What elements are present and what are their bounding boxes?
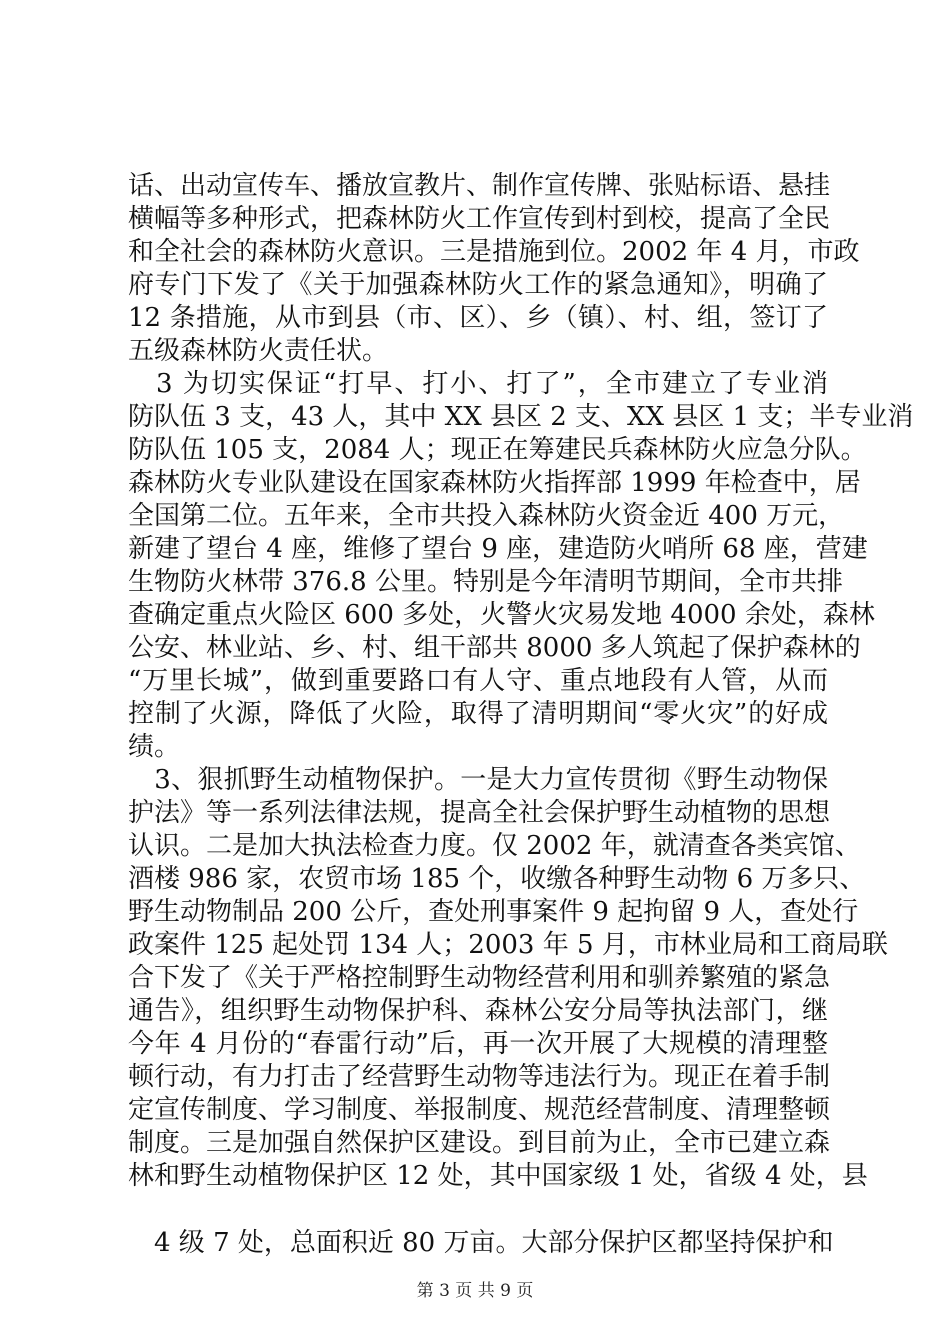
text-line: 林和野生动植物保护区 12 处，其中国家级 1 处，省级 4 处，县 xyxy=(128,1161,868,1191)
text-line: 顿行动，有力打击了经营野生动物等违法行为。现正在着手制 xyxy=(128,1062,831,1092)
text-line: 新建了望台 4 座，维修了望台 9 座，建造防火哨所 68 座，营建 xyxy=(128,534,868,564)
text-line: 防队伍 105 支，2084 人；现正在筹建民兵森林防火应急分队。 xyxy=(128,435,867,465)
text-line: 和全社会的森林防火意识。三是措施到位。2002 年 4 月，市政 xyxy=(128,237,860,267)
text-line: 4 级 7 处，总面积近 80 万亩。大部分保护区都坚持保护和 xyxy=(128,1228,834,1258)
text-line: 五级森林防火责任状。 xyxy=(128,336,389,366)
body-text xyxy=(128,170,914,1260)
text-line: 制度。三是加强自然保护区建设。到目前为止，全市已建立森 xyxy=(128,1128,831,1158)
text-line: 认识。二是加大执法检查力度。仅 2002 年，就清查各类宾馆、 xyxy=(128,831,861,861)
text-line: 生物防火林带 376.8 公里。特别是今年清明节期间，全市共排 xyxy=(128,567,843,597)
text-line: 酒楼 986 家，农贸市场 185 个，收缴各种野生动物 6 万多只、 xyxy=(128,864,866,894)
text-line: 3 为切实保证“打早、打小、打了”，全市建立了专业消 xyxy=(128,369,828,399)
text-line: 话、出动宣传车、播放宣教片、制作宣传牌、张贴标语、悬挂 xyxy=(128,171,831,201)
text-line: 查确定重点火险区 600 多处，火警火灾易发地 4000 余处，森林 xyxy=(128,600,875,630)
text-line: 横幅等多种形式，把森林防火工作宣传到村到校，提高了全民 xyxy=(128,204,831,234)
text-line: 防队伍 3 支，43 人，其中 XX 县区 2 支、XX 县区 1 支；半专业消 xyxy=(128,402,914,432)
text-line: 全国第二位。五年来，全市共投入森林防火资金近 400 万元， xyxy=(128,501,845,531)
text-line: 定宣传制度、学习制度、举报制度、规范经营制度、清理整顿 xyxy=(128,1095,831,1125)
page-footer: 第 3 页 共 9 页 xyxy=(416,1281,534,1301)
text-line: 森林防火专业队建设在国家森林防火指挥部 1999 年检查中，居 xyxy=(128,468,861,498)
text-line: 合下发了《关于严格控制野生动物经营利用和驯养繁殖的紧急 xyxy=(128,963,831,993)
text-line: 控制了火源，降低了火险，取得了清明期间“零火灾”的好成 xyxy=(128,699,828,729)
text-line: “万里长城”，做到重要路口有人守、重点地段有人管，从而 xyxy=(128,666,828,696)
text-line: 12 条措施，从市到县（市、区）、乡（镇）、村、组，签订了 xyxy=(128,303,828,333)
text-line: 绩。 xyxy=(128,732,181,762)
text-line: 公安、林业站、乡、村、组干部共 8000 多人筑起了保护森林的 xyxy=(128,633,861,663)
text-line: 3、狠抓野生动植物保护。一是大力宣传贯彻《野生动物保 xyxy=(128,765,828,795)
text-line: 护法》等一系列法律法规，提高全社会保护野生动植物的思想 xyxy=(128,798,831,828)
text-line: 府专门下发了《关于加强森林防火工作的紧急通知》，明确了 xyxy=(128,270,828,300)
text-line: 今年 4 月份的“春雷行动”后，再一次开展了大规模的清理整 xyxy=(128,1029,828,1059)
text-line: 通告》，组织野生动物保护科、森林公安分局等执法部门，继 xyxy=(128,996,828,1026)
text-line: 野生动物制品 200 公斤，查处刑事案件 9 起拘留 9 人，查处行 xyxy=(128,897,859,927)
text-line: 政案件 125 起处罚 134 人；2003 年 5 月，市林业局和工商局联 xyxy=(128,930,888,960)
